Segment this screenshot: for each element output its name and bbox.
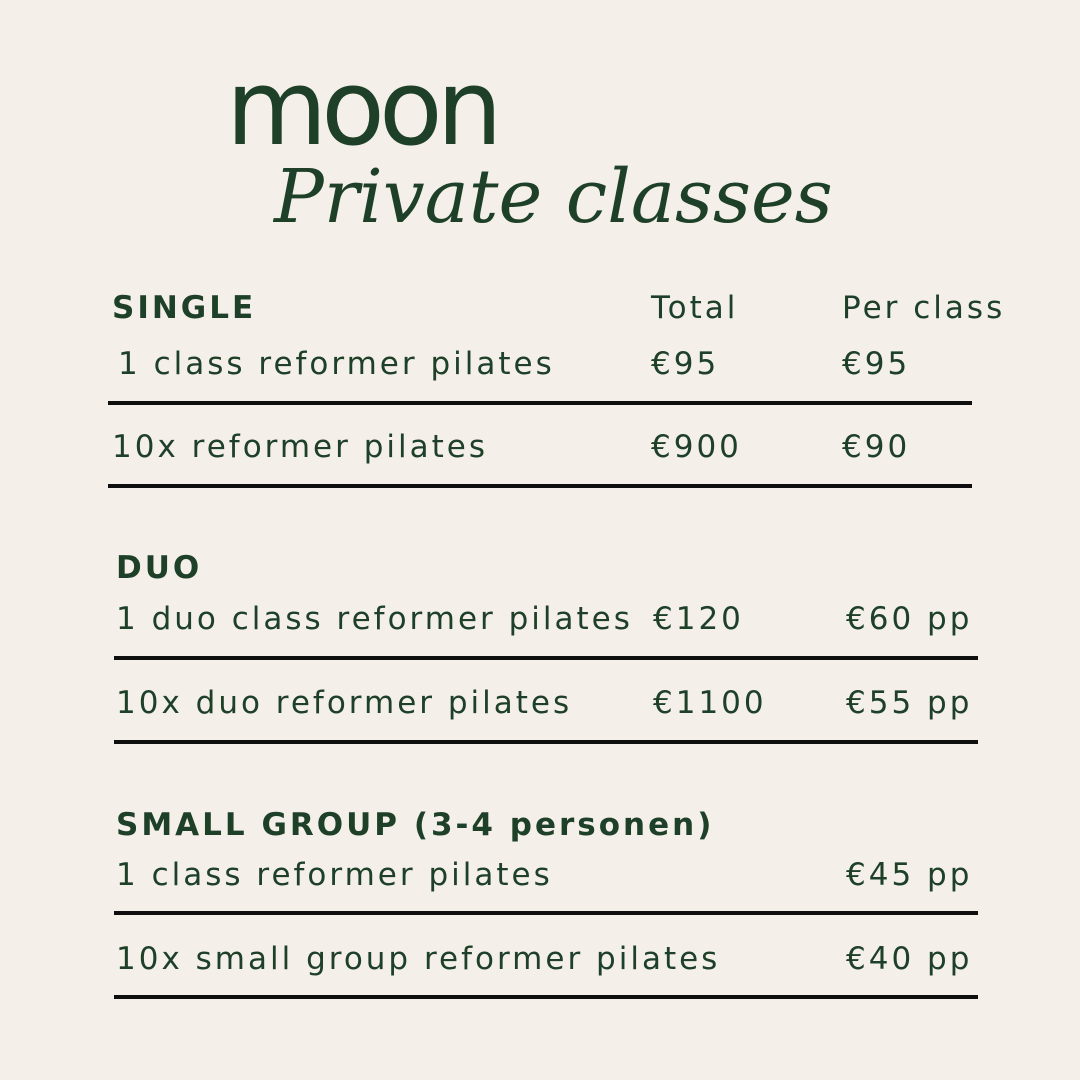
row-divider (114, 740, 978, 744)
row-divider (108, 401, 972, 405)
column-header-per-class: Per class (842, 290, 1006, 326)
section-heading-small-group: SMALL GROUP (3-4 personen) (116, 807, 715, 843)
price-row-name: 10x small group reformer pilates (116, 941, 721, 977)
brand-logo: moon (226, 47, 497, 169)
price-row-per-class: €40 pp (846, 941, 973, 977)
price-row-per-class: €55 pp (846, 685, 973, 721)
column-header-total: Total (651, 290, 739, 326)
price-row-name: 10x reformer pilates (112, 429, 489, 465)
price-row-total: €120 (653, 601, 744, 637)
price-row-name: 10x duo reformer pilates (116, 685, 573, 721)
row-divider (108, 484, 972, 488)
price-row-per-class: €95 (842, 346, 911, 382)
price-row-per-class: €45 pp (846, 857, 973, 893)
section-heading-duo: DUO (116, 550, 203, 586)
row-divider (114, 911, 978, 915)
section-heading-single: SINGLE (112, 290, 257, 326)
row-divider (114, 656, 978, 660)
price-row-per-class: €60 pp (846, 601, 973, 637)
price-row-per-class: €90 (842, 429, 911, 465)
page-title: Private classes (274, 154, 833, 240)
row-divider (114, 995, 978, 999)
price-row-total: €900 (651, 429, 742, 465)
price-row-total: €1100 (653, 685, 767, 721)
price-row-name: 1 class reformer pilates (118, 346, 555, 382)
price-row-total: €95 (651, 346, 720, 382)
price-row-name: 1 duo class reformer pilates (116, 601, 633, 637)
price-row-name: 1 class reformer pilates (116, 857, 553, 893)
